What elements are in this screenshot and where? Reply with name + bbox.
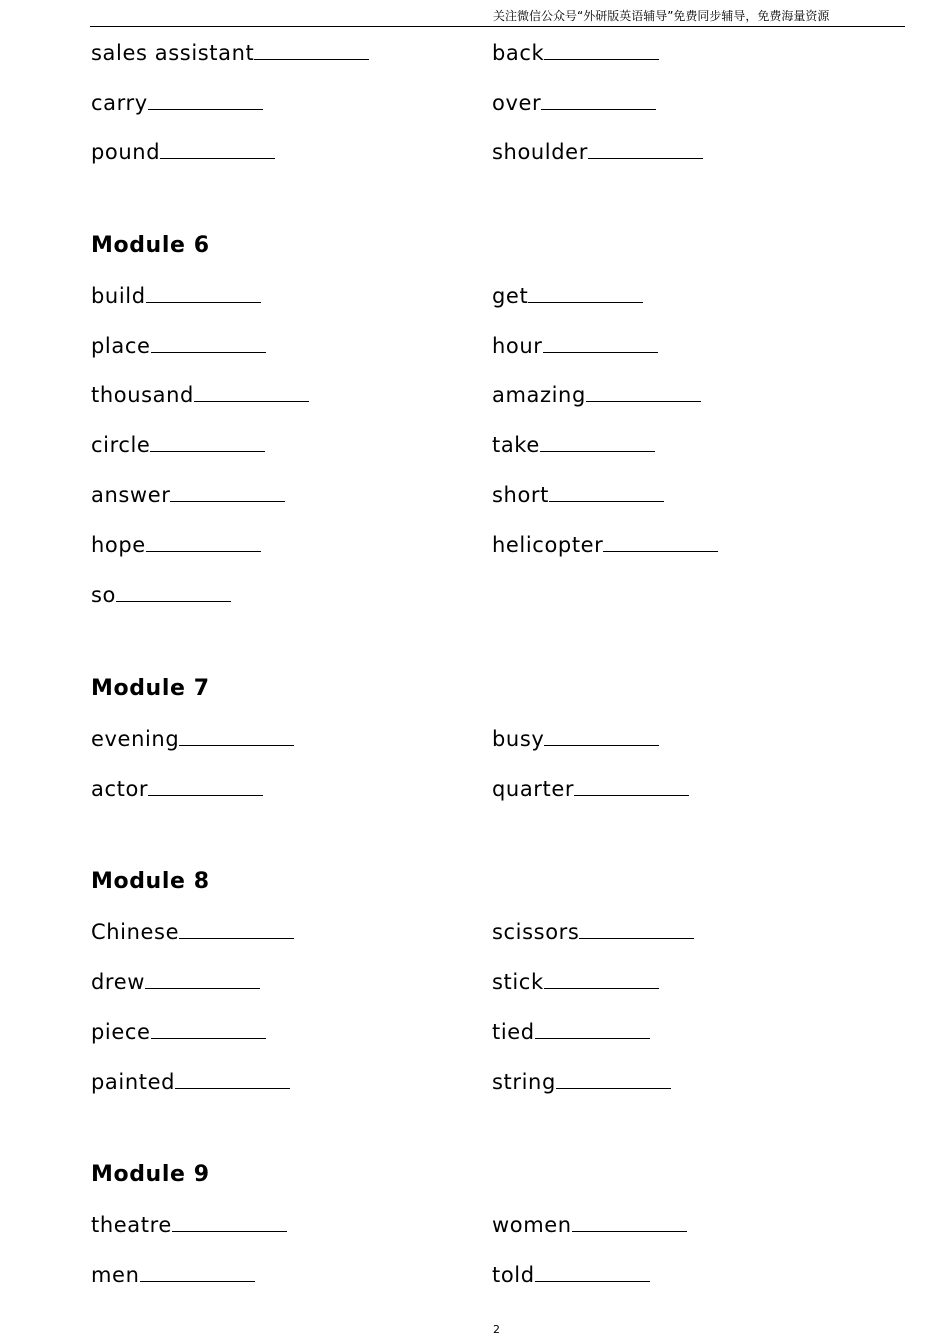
answer-blank[interactable] xyxy=(160,157,275,159)
answer-blank[interactable] xyxy=(544,744,659,746)
vocab-word: evening xyxy=(91,727,180,751)
module-heading: Module 6 xyxy=(91,233,210,258)
word-entry xyxy=(91,333,266,359)
word-entry xyxy=(492,333,658,359)
answer-blank[interactable] xyxy=(170,500,285,502)
answer-blank[interactable] xyxy=(544,58,659,60)
answer-blank[interactable] xyxy=(535,1280,650,1282)
answer-blank[interactable] xyxy=(148,108,263,110)
vocab-word: told xyxy=(492,1263,535,1287)
vocab-word: build xyxy=(91,284,146,308)
answer-blank[interactable] xyxy=(254,58,369,60)
vocab-word: circle xyxy=(91,433,151,457)
word-entry xyxy=(492,1262,650,1288)
word-entry xyxy=(91,432,265,458)
word-entry xyxy=(492,283,643,309)
answer-blank[interactable] xyxy=(541,108,656,110)
vocab-word: carry xyxy=(91,91,148,115)
word-entry xyxy=(492,1069,671,1095)
word-entry xyxy=(91,1262,255,1288)
vocab-word: drew xyxy=(91,970,145,994)
answer-blank[interactable] xyxy=(140,1280,255,1282)
vocab-word: string xyxy=(492,1070,556,1094)
answer-blank[interactable] xyxy=(556,1087,671,1089)
vocab-word: hour xyxy=(492,334,543,358)
answer-blank[interactable] xyxy=(549,500,664,502)
answer-blank[interactable] xyxy=(579,937,694,939)
answer-blank[interactable] xyxy=(572,1230,687,1232)
word-entry xyxy=(91,1019,266,1045)
vocab-word: women xyxy=(492,1213,572,1237)
vocab-word: amazing xyxy=(492,383,586,407)
answer-blank[interactable] xyxy=(145,987,260,989)
answer-blank[interactable] xyxy=(586,400,701,402)
answer-blank[interactable] xyxy=(151,1037,266,1039)
answer-blank[interactable] xyxy=(175,1087,290,1089)
word-entry xyxy=(91,1212,287,1238)
answer-blank[interactable] xyxy=(179,937,294,939)
word-entry xyxy=(492,969,659,995)
vocab-word: theatre xyxy=(91,1213,172,1237)
answer-blank[interactable] xyxy=(151,351,266,353)
answer-blank[interactable] xyxy=(116,600,231,602)
word-entry xyxy=(91,776,263,802)
word-entry xyxy=(492,1212,687,1238)
word-entry xyxy=(91,90,263,116)
word-entry xyxy=(91,1069,290,1095)
vocab-word: pound xyxy=(91,140,161,164)
answer-blank[interactable] xyxy=(146,550,261,552)
page-header-note: 关注微信公众号“外研版英语辅导”免费同步辅导，免费海量资源 xyxy=(493,9,830,23)
word-entry xyxy=(492,919,694,945)
answer-blank[interactable] xyxy=(179,744,294,746)
vocab-word: quarter xyxy=(492,777,575,801)
vocab-word: stick xyxy=(492,970,544,994)
vocab-word: sales assistant xyxy=(91,41,255,65)
vocab-word: busy xyxy=(492,727,545,751)
word-entry xyxy=(91,582,231,608)
word-entry xyxy=(492,139,703,165)
vocab-word: thousand xyxy=(91,383,194,407)
word-entry xyxy=(91,382,309,408)
word-entry xyxy=(492,532,718,558)
vocab-word: back xyxy=(492,41,545,65)
word-entry xyxy=(492,482,664,508)
vocab-word: piece xyxy=(91,1020,151,1044)
answer-blank[interactable] xyxy=(603,550,718,552)
answer-blank[interactable] xyxy=(535,1037,650,1039)
word-entry xyxy=(91,139,275,165)
vocab-word: hope xyxy=(91,533,146,557)
page-number: 2 xyxy=(493,1323,500,1336)
vocab-word: shoulder xyxy=(492,140,588,164)
vocab-word: place xyxy=(91,334,151,358)
answer-blank[interactable] xyxy=(574,794,689,796)
vocab-word: scissors xyxy=(492,920,580,944)
word-entry xyxy=(492,382,701,408)
word-entry xyxy=(492,432,655,458)
answer-blank[interactable] xyxy=(528,301,643,303)
answer-blank[interactable] xyxy=(544,987,659,989)
word-entry xyxy=(91,40,369,66)
vocab-word: tied xyxy=(492,1020,535,1044)
answer-blank[interactable] xyxy=(194,400,309,402)
word-entry xyxy=(492,90,656,116)
answer-blank[interactable] xyxy=(146,301,261,303)
word-entry xyxy=(492,40,659,66)
vocab-word: answer xyxy=(91,483,171,507)
word-entry xyxy=(91,283,261,309)
word-entry xyxy=(492,1019,650,1045)
word-entry xyxy=(91,969,260,995)
answer-blank[interactable] xyxy=(588,157,703,159)
word-entry xyxy=(91,482,285,508)
answer-blank[interactable] xyxy=(148,794,263,796)
vocab-word: actor xyxy=(91,777,149,801)
vocab-word: take xyxy=(492,433,540,457)
word-entry xyxy=(91,919,294,945)
vocab-word: so xyxy=(91,583,116,607)
vocab-word: helicopter xyxy=(492,533,604,557)
vocab-word: short xyxy=(492,483,549,507)
word-entry xyxy=(91,532,261,558)
answer-blank[interactable] xyxy=(172,1230,287,1232)
vocab-word: over xyxy=(492,91,542,115)
word-entry xyxy=(91,726,294,752)
module-heading: Module 8 xyxy=(91,869,210,894)
answer-blank[interactable] xyxy=(150,450,265,452)
word-entry xyxy=(492,776,689,802)
vocab-word: painted xyxy=(91,1070,176,1094)
vocab-word: get xyxy=(492,284,529,308)
answer-blank[interactable] xyxy=(543,351,658,353)
vocab-word: men xyxy=(91,1263,140,1287)
vocab-word: Chinese xyxy=(91,920,180,944)
header-rule xyxy=(90,26,905,27)
answer-blank[interactable] xyxy=(540,450,655,452)
module-heading: Module 9 xyxy=(91,1162,210,1187)
word-entry xyxy=(492,726,659,752)
module-heading: Module 7 xyxy=(91,676,210,701)
